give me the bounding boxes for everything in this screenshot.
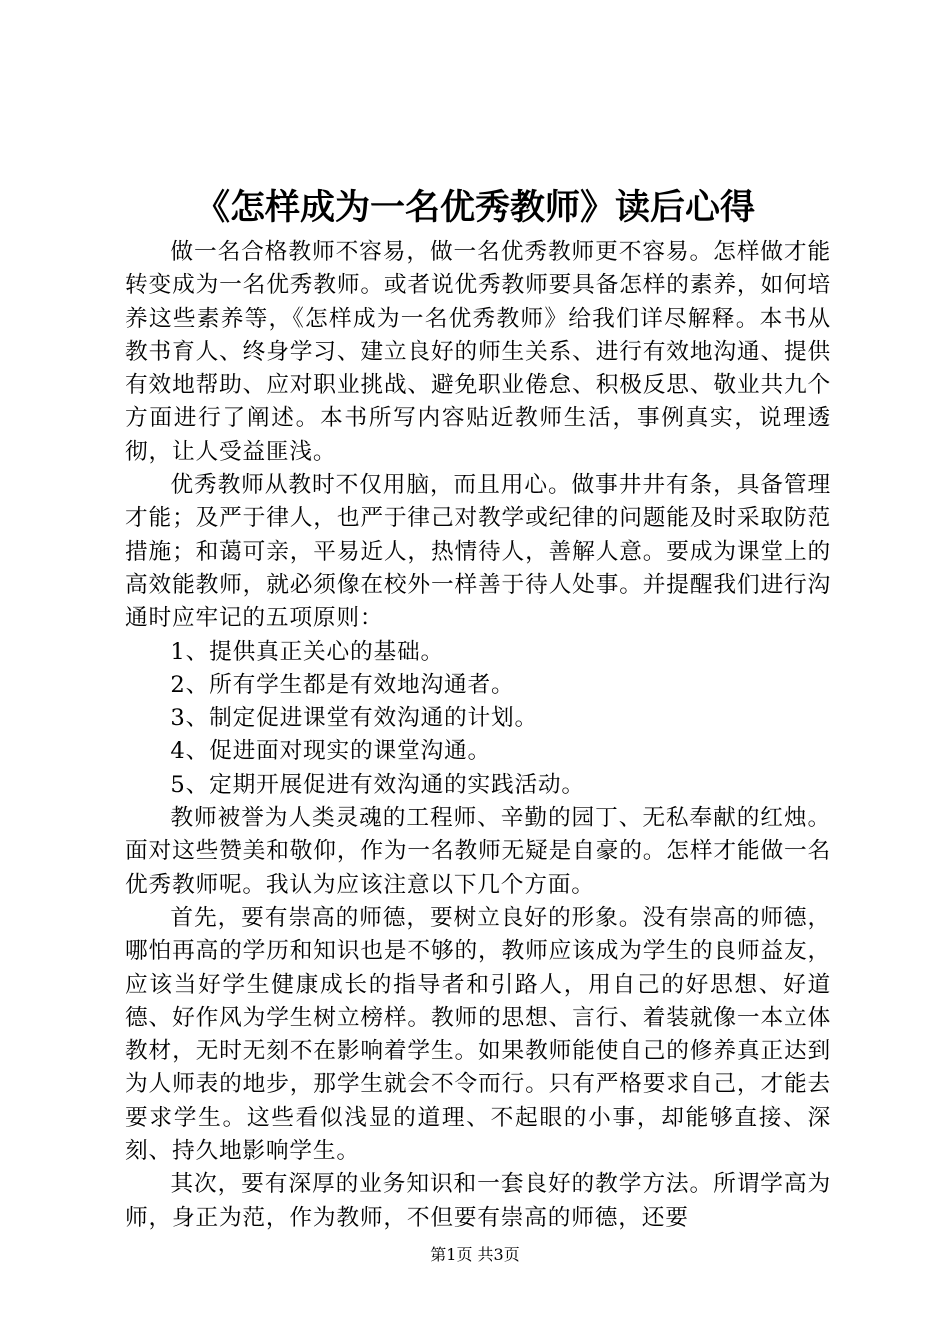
paragraph: 做一名合格教师不容易，做一名优秀教师更不容易。怎样做才能转变成为一名优秀教师。或者说优秀教师要具备怎样的素养，如何培养这些素养等，《怎样成为一名优秀教师》给我们详尽解释。本书从教书育人、终身学习、建立良好的师生关系、进行有效地沟通、提供有效地帮助、应对职业挑战、避免职业倦怠、积极反思、敬业共九个方面进行了阐述。本书所写内容贴近教师生活，事例真实，说理透彻，让人受益匪浅。 <box>125 239 831 465</box>
document-body <box>125 236 831 1235</box>
paragraph: 教师被誉为人类灵魂的工程师、辛勤的园丁、无私奉献的红烛。面对这些赞美和敬仰，作为一名教师无疑是自豪的。怎样才能做一名优秀教师呢。我认为应该注意以下几个方面。 <box>125 805 831 898</box>
page-number-footer: 第1页 共3页 <box>430 1245 520 1264</box>
list-item: 2、所有学生都是有效地沟通者。 <box>170 671 515 698</box>
list-item: 5、定期开展促进有效沟通的实践活动。 <box>170 771 585 798</box>
list-item: 4、促进面对现实的课堂沟通。 <box>170 738 491 765</box>
paragraph: 优秀教师从教时不仅用脑，而且用心。做事井井有条，具备管理才能；及严于律人，也严于律己对教学或纪律的问题能及时采取防范措施；和蔼可亲，平易近人，热情待人，善解人意。要成为课堂上的高效能教师，就必须像在校外一样善于待人处事。并提醒我们进行沟通时应牢记的五项原则： <box>125 472 831 632</box>
document-title: 《怎样成为一名优秀教师》读后心得 <box>194 187 755 228</box>
paragraph: 首先，要有崇高的师德，要树立良好的形象。没有崇高的师德，哪怕再高的学历和知识也是不够的，教师应该成为学生的良师益友，应该当好学生健康成长的指导者和引路人，用自己的好思想、好道德、好作风为学生树立榜样。教师的思想、言行、着装就像一本立体教材，无时无刻不在影响着学生。如果教师能使自己的修养真正达到为人师表的地步，那学生就会不令而行。只有严格要求自己，才能去要求学生。这些看似浅显的道理、不起眼的小事，却能够直接、深刻、持久地影响学生。 <box>125 904 831 1165</box>
list-item: 3、制定促进课堂有效沟通的计划。 <box>170 705 538 732</box>
list-item: 1、提供真正关心的基础。 <box>170 638 444 665</box>
paragraph: 其次，要有深厚的业务知识和一套良好的教学方法。所谓学高为师，身正为范，作为教师，不但要有崇高的师德，还要 <box>125 1171 831 1231</box>
